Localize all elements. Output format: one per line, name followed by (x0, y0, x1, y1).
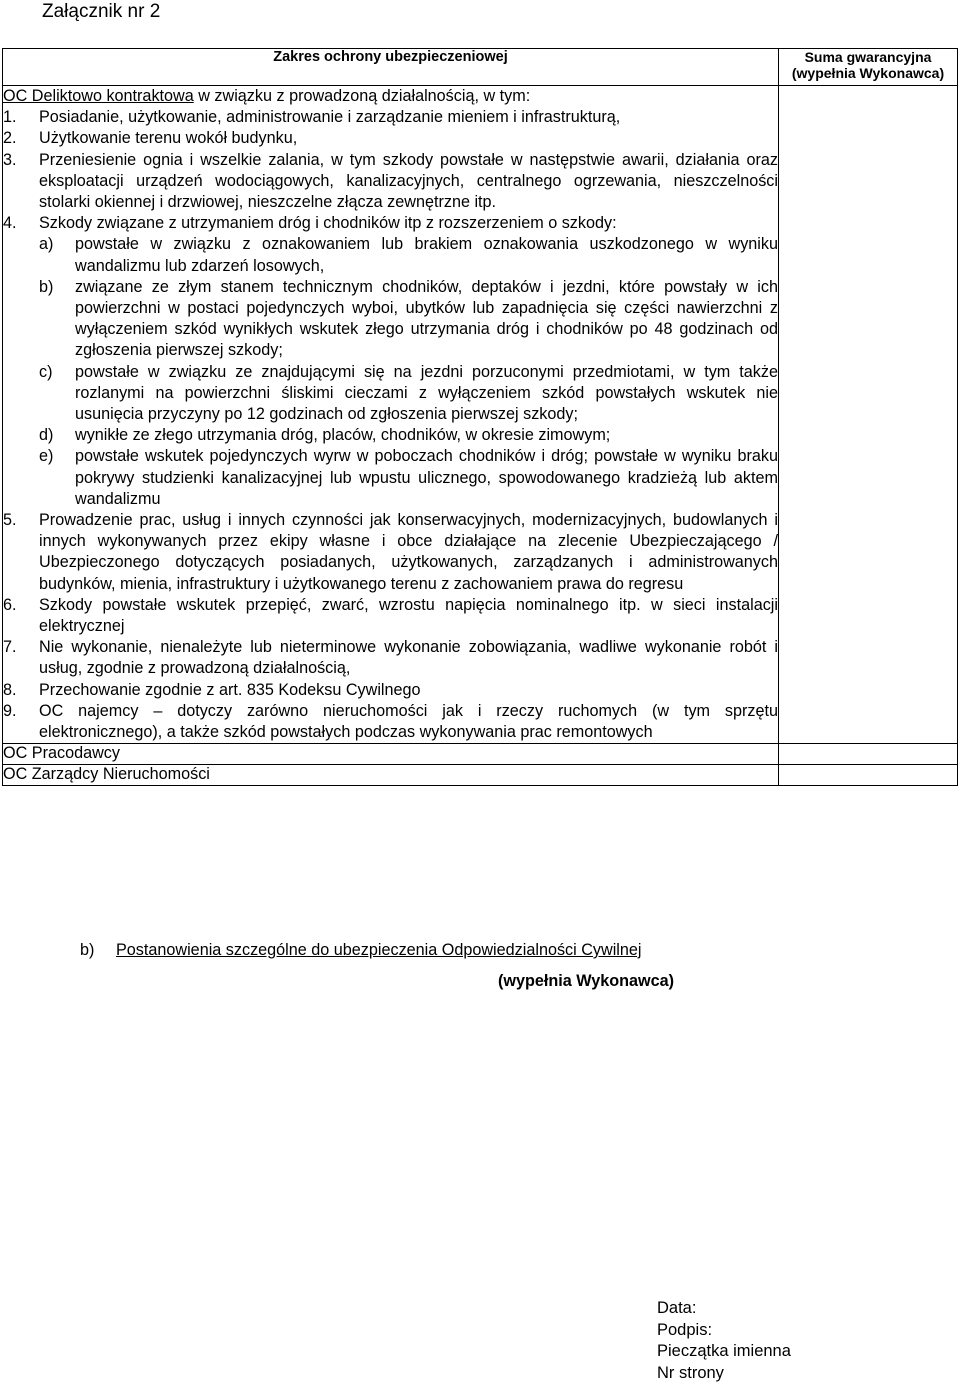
sub-list-item (39, 425, 778, 446)
date-label: Data: (657, 1298, 791, 1320)
item-text: Przeniesienie ognia i wszelkie zalania, w tym szkody powstałe w następstwie awarii, działania oraz eksploatacji urządzeń wodociągowych, kanalizacyjnych, centralnego ogrzewania, nieszczelności stolarki okiennej i drzwiowej, nieszczelne złącza zewnętrzne itp. (39, 151, 778, 211)
sub-list-item (39, 362, 778, 426)
sub-item-letter: c) (39, 362, 52, 383)
sum-guarantee-input-cell[interactable] (779, 765, 958, 786)
item-text: Przechowanie zgodnie z art. 835 Kodeksu Cywilnego (39, 681, 421, 699)
page-number-label: Nr strony (657, 1363, 791, 1384)
list-item (3, 510, 778, 595)
item-text: Użytkowanie terenu wokół budynku, (39, 129, 297, 147)
sub-list-item (39, 277, 778, 362)
oc-delict-intro (3, 86, 778, 107)
item-number: 3. (3, 150, 17, 171)
sub-item-letter: d) (39, 425, 53, 446)
oc-property-manager-cell: OC Zarządcy Nieruchomości (3, 765, 779, 786)
oc-delict-intro-rest: w związku z prowadzoną działalnością, w tym: (194, 87, 530, 105)
list-item (3, 637, 778, 679)
list-item (3, 213, 778, 510)
item-number: 4. (3, 213, 17, 234)
section-b-fill-note: (wypełnia Wykonawca) (498, 971, 674, 991)
list-item (3, 107, 778, 128)
sub-item-text: wynikłe ze złego utrzymania dróg, placów, chodników, w okresie zimowym; (75, 426, 610, 444)
item-number: 9. (3, 701, 17, 722)
sub-item-letter: a) (39, 234, 53, 255)
scope-items-list (3, 107, 778, 743)
insurance-scope-table (2, 48, 958, 786)
item-number: 1. (3, 107, 17, 128)
item-number: 7. (3, 637, 17, 658)
header-sum-guarantee (779, 49, 958, 86)
list-item (3, 128, 778, 149)
list-item (3, 150, 778, 214)
sum-guarantee-input-cell[interactable] (779, 86, 958, 744)
item-text: Nie wykonanie, nienależyte lub nieterminowe wykonanie zobowiązania, wadliwe wykonanie robót i usług, zgodnie z prowadzoną działalnością, (39, 638, 778, 677)
sub-list-item (39, 234, 778, 276)
table-row-oc-property-manager (3, 765, 958, 786)
header-scope: Zakres ochrony ubezpieczeniowej (3, 49, 779, 86)
signature-block (657, 1298, 791, 1384)
oc-delict-intro-title: OC Deliktowo kontraktowa (3, 87, 194, 105)
item-number: 6. (3, 595, 17, 616)
sub-item-text: powstałe wskutek pojedynczych wyrw w poboczach chodników i dróg; powstałe w wyniku braku pokrywy studzienki kanalizacyjnej lub wpustu ulicznego, spowodowanego kradzieżą lub aktem wandalizmu (75, 447, 778, 507)
signature-label: Podpis: (657, 1320, 791, 1342)
list-item (3, 701, 778, 743)
header-sum-line2: (wypełnia Wykonawca) (779, 65, 957, 81)
name-stamp-label: Pieczątka imienna (657, 1341, 791, 1363)
item-text: OC najemcy – dotyczy zarówno nieruchomości jak i rzeczy ruchomych (w tym sprzętu elektronicznego), a także szkód powstałych podczas wykonywania prac remontowych (39, 702, 778, 741)
table-header-row (3, 49, 958, 86)
sub-item-letter: e) (39, 446, 53, 467)
table-row-oc-delict (3, 86, 958, 744)
sub-item-text: powstałe w związku ze znajdującymi się na jezdni porzuconymi przedmiotami, w tym także rozlanymi na powierzchni śliskimi cieczami z wyłączeniem szkód powstałych wskutek nie usunięcia przyczyny po 12 godzinach od zgłoszenia pierwszej szkody; (75, 363, 778, 423)
item-text: Posiadanie, użytkowanie, administrowanie i zarządzanie mieniem i infrastrukturą, (39, 108, 620, 126)
sub-list-item (39, 446, 778, 510)
item-number: 8. (3, 680, 17, 701)
header-sum-line1: Suma gwarancyjna (779, 49, 957, 65)
attachment-title: Załącznik nr 2 (42, 0, 160, 24)
sub-item-letter: b) (39, 277, 53, 298)
sub-item-text: związane ze złym stanem technicznym chodników, deptaków i jezdni, które powstały w ich powierzchni w postaci pojedynczych wyboi, ubytków lub zapadnięcia się części nawierzchni z wyłączeniem szkód wynikłych wskutek złego utrzymania dróg i chodników po 48 godzinach od zgłoszenia pierwszej szkody; (75, 278, 778, 360)
oc-employer-cell: OC Pracodawcy (3, 744, 779, 765)
item-number: 5. (3, 510, 17, 531)
table-row-oc-employer (3, 744, 958, 765)
section-b-label: b) (80, 940, 116, 960)
item-text: Szkody powstałe wskutek przepięć, zwarć, wzrostu napięcia nominalnego itp. w sieci instalacji elektrycznej (39, 596, 778, 635)
list-item (3, 595, 778, 637)
item-number: 2. (3, 128, 17, 149)
sum-guarantee-input-cell[interactable] (779, 744, 958, 765)
sub-items-list (39, 234, 778, 510)
section-b-heading (80, 940, 642, 960)
item-text: Prowadzenie prac, usług i innych czynności jak konserwacyjnych, modernizacyjnych, budowlanych i innych wykonywanych przez ekipy własne i obce działające na zlecenie Ubezpieczającego / Ubezpieczonego dotyczących posiadanych, użytkowanych, zarządzanych i administrowanych budynków, mienia, infrastruktury i użytkowanego terenu z zachowaniem prawa do regresu (39, 511, 778, 593)
oc-delict-cell (3, 86, 779, 744)
sub-item-text: powstałe w związku z oznakowaniem lub brakiem oznakowania uszkodzonego w wyniku wandalizmu lub zdarzeń losowych, (75, 235, 778, 274)
section-b-title: Postanowienia szczególne do ubezpieczenia Odpowiedzialności Cywilnej (116, 941, 642, 959)
item-text: Szkody związane z utrzymaniem dróg i chodników itp z rozszerzeniem o szkody: (39, 214, 617, 232)
list-item (3, 680, 778, 701)
